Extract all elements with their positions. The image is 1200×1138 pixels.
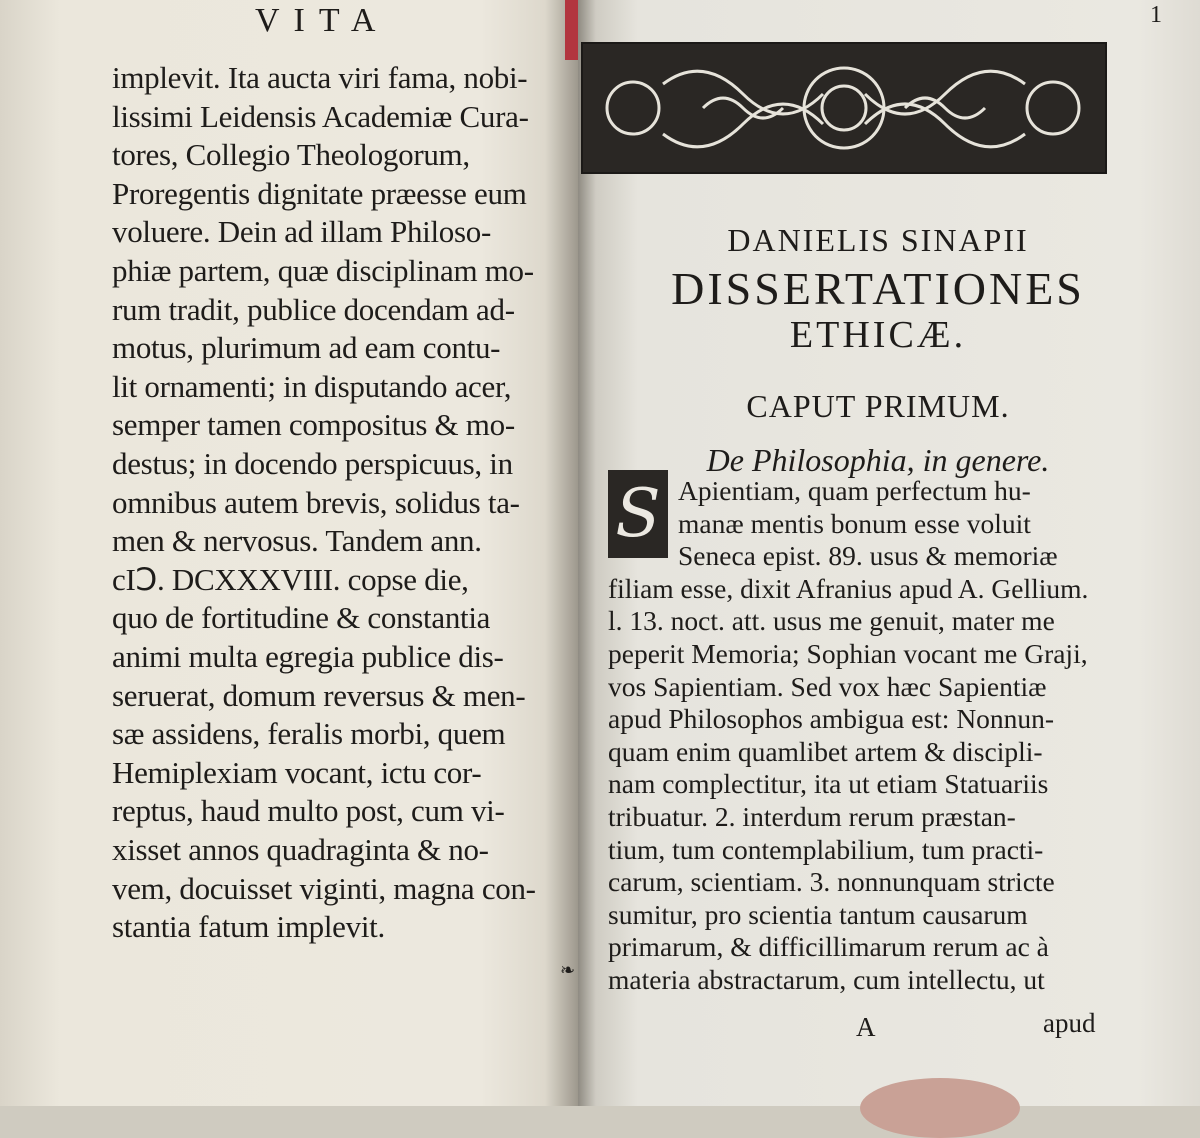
chapter-subtitle: De Philosophia, in genere.	[706, 442, 1050, 478]
text-line: Proregentis dignitate præesse eum	[112, 175, 527, 211]
finger	[860, 1078, 1020, 1138]
text-line: nam complectitur, ita ut etiam Statuariis	[608, 768, 1049, 800]
text-line: quam enim quamlibet artem & discipli-	[608, 735, 1043, 767]
page-number: 1	[1150, 2, 1162, 28]
text-line: l. 13. noct. att. usus me genuit, mater me	[608, 605, 1055, 637]
text-line: motus, plurimum ad eam contu-	[112, 330, 501, 366]
text-line: vos Sapientiam. Sed vox hæc Sapientiæ	[608, 670, 1047, 702]
text-line: destus; in docendo perspicuus, in	[112, 446, 513, 481]
catchword: apud	[1043, 1008, 1096, 1038]
text-line: lit ornamenti; in disputando acer,	[112, 368, 512, 404]
text-line: stantia fatum implevit.	[112, 909, 385, 945]
text-line: semper tamen compositus & mo-	[112, 407, 515, 443]
text-line: xisset annos quadraginta & no-	[112, 832, 489, 867]
text-line: implevit. Ita aucta viri fama, nobi-	[112, 60, 528, 95]
text-line: peperit Memoria; Sophian vocant me Graji,	[608, 638, 1088, 669]
left-page	[0, 0, 578, 1106]
drop-cap: S	[608, 470, 668, 558]
signature-mark: A	[856, 1012, 876, 1042]
text-line: sumitur, pro scientia tantum causarum	[608, 898, 1028, 930]
title-line-2: ETHICÆ.	[789, 314, 967, 356]
text-line: tium, tum contemplabilium, tum practi-	[608, 833, 1044, 865]
text-line: cIↃ. DCXXXVIII. copse die,	[112, 561, 469, 597]
text-line: rum tradit, publice docendam ad-	[112, 291, 515, 327]
woodcut-headpiece	[581, 42, 1107, 174]
text-line: quo de fortitudine & constantia	[112, 600, 491, 636]
text-line: voluere. Dein ad illam Philoso-	[112, 214, 491, 250]
text-line: tribuatur. 2. interdum rerum præstan-	[608, 801, 1016, 832]
text-line: animi multa egregia publice dis-	[112, 639, 504, 674]
chapter-heading: CAPUT PRIMUM.	[746, 388, 1010, 424]
text-line: tores, Collegio Theologorum,	[112, 137, 470, 173]
text-line: filiam esse, dixit Afranius apud A. Gellium.	[608, 572, 1089, 604]
text-line: manæ mentis bonum esse voluit	[678, 507, 1031, 539]
text-line: vem, docuisset viginti, magna con-	[112, 870, 536, 906]
author-name: DANIELIS SINAPII	[727, 222, 1029, 258]
running-head: VITA	[255, 2, 390, 39]
text-line: Apientiam, quam perfectum hu-	[678, 475, 1031, 506]
right-page	[578, 0, 1200, 1106]
text-line: materia abstractarum, cum intellectu, ut	[608, 964, 1045, 995]
text-line: omnibus autem brevis, solidus ta-	[112, 484, 520, 520]
text-line: Seneca epist. 89. usus & memoriæ	[678, 540, 1058, 572]
text-line: carum, scientiam. 3. nonnunquam stricte	[608, 866, 1055, 898]
end-ornament: ❧	[560, 960, 575, 980]
text-line: primarum, & difficillimarum rerum ac à	[608, 931, 1049, 963]
text-line: phiæ partem, quæ disciplinam mo-	[112, 253, 534, 288]
text-line: apud Philosophos ambigua est: Nonnun-	[608, 703, 1055, 735]
title-line-1: DISSERTATIONES	[671, 263, 1085, 314]
text-line: Hemiplexiam vocant, ictu cor-	[112, 754, 482, 790]
text-line: lissimi Leidensis Academiæ Cura-	[112, 98, 529, 134]
text-line: men & nervosus. Tandem ann.	[112, 523, 482, 559]
text-line: seruerat, domum reversus & men-	[112, 677, 526, 713]
text-line: sæ assidens, feralis morbi, quem	[112, 716, 506, 752]
text-line: reptus, haud multo post, cum vi-	[112, 793, 505, 829]
